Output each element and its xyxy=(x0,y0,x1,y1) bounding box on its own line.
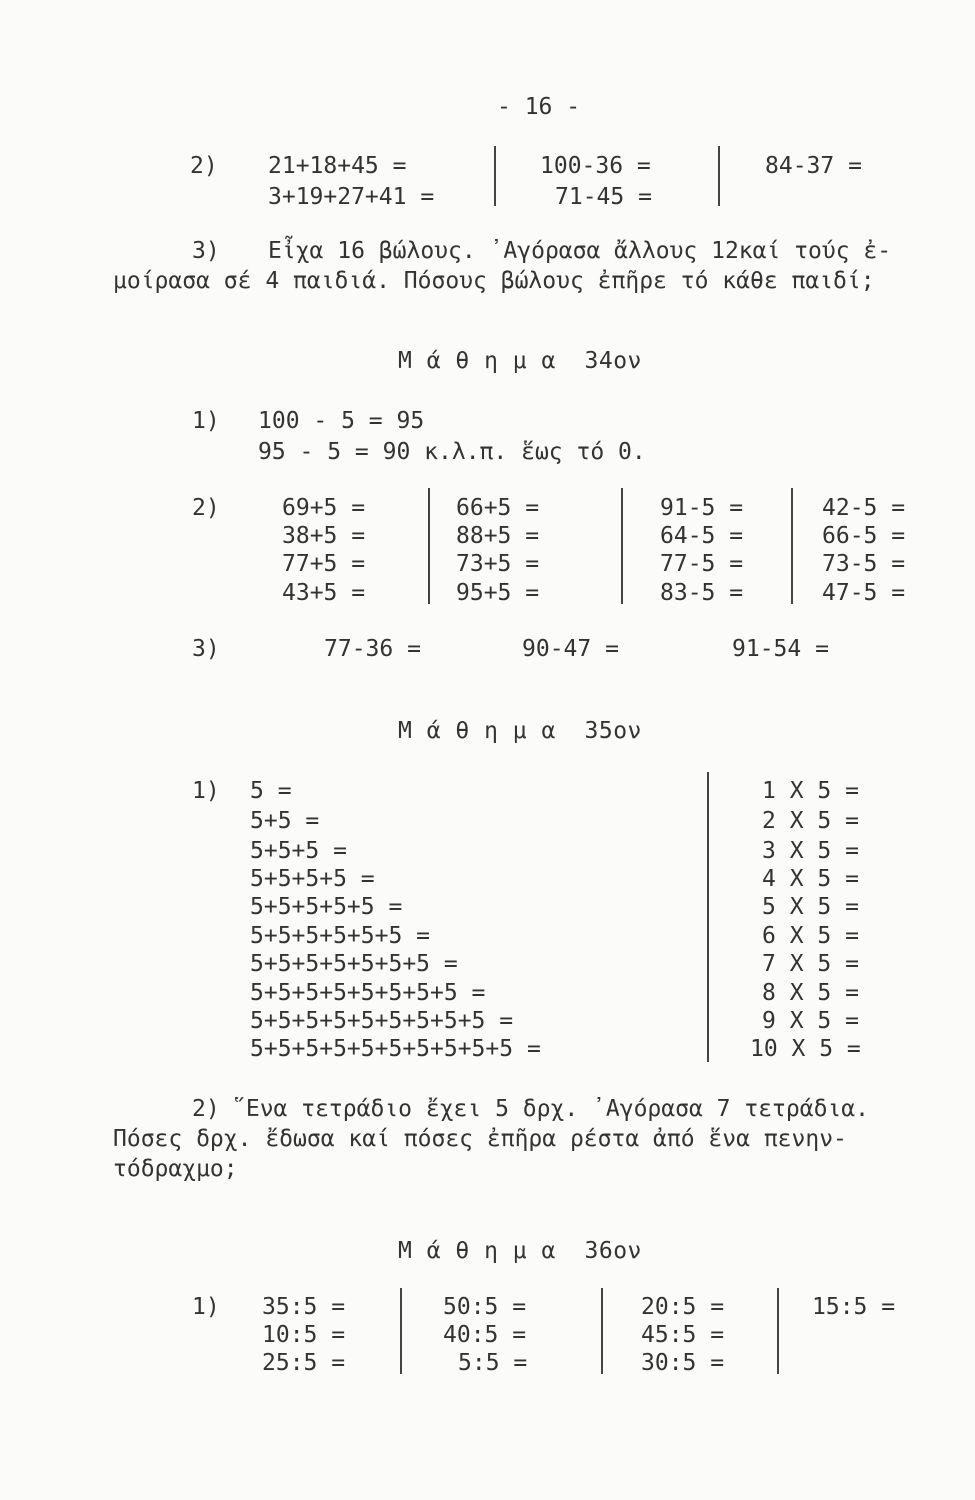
arith-item: 84-37 = xyxy=(765,153,862,179)
arith-item: 77-36 = xyxy=(324,636,421,662)
arith-item: 43+5 = xyxy=(282,580,366,606)
arith-item: 42-5 = xyxy=(822,495,906,521)
word-problem-line: Πόσες δρχ. ἔδωσα καί πόσες ἐπῆρα ρέστα ἀπό ἕνα πενην- xyxy=(113,1126,847,1152)
exercise-number: 3) xyxy=(192,238,220,264)
arith-item: 88+5 = xyxy=(456,523,540,549)
arith-item: 71-45 = xyxy=(555,184,652,210)
lesson-title: Μ ά θ η μ α 35ον xyxy=(398,718,642,744)
division-item: 25:5 = xyxy=(262,1350,346,1376)
arith-item: 66-5 = xyxy=(822,523,906,549)
arith-item: 100 - 5 = 95 xyxy=(258,408,425,434)
division-item: 45:5 = xyxy=(641,1322,725,1348)
multiplication-item: 5 X 5 = xyxy=(762,894,859,920)
column-divider xyxy=(494,146,496,206)
arith-item: 100-36 = xyxy=(540,153,651,179)
arith-item: 77+5 = xyxy=(282,551,366,577)
division-item: 10:5 = xyxy=(262,1322,346,1348)
multiplication-item: 7 X 5 = xyxy=(762,951,859,977)
exercise-number: 1) xyxy=(192,778,220,804)
column-divider xyxy=(777,1288,779,1374)
arith-item: 47-5 = xyxy=(822,580,906,606)
addition-item: 5+5+5+5 = xyxy=(250,866,375,892)
lesson-title: Μ ά θ η μ α 34ον xyxy=(398,348,642,374)
division-item: 40:5 = xyxy=(443,1322,527,1348)
arith-item: 91-5 = xyxy=(660,495,744,521)
arith-item: 64-5 = xyxy=(660,523,744,549)
arith-item: 83-5 = xyxy=(660,580,744,606)
word-problem-line: ῞Ενα τετράδιο ἔχει 5 δρχ. ᾿Αγόρασα 7 τετράδια. xyxy=(232,1096,869,1122)
exercise-number: 2) xyxy=(192,495,220,521)
addition-item: 5+5+5 = xyxy=(250,838,347,864)
arith-item: 69+5 = xyxy=(282,495,366,521)
word-problem-line: μοίρασα σέ 4 παιδιά. Πόσους βώλους ἐπῆρε τό κάθε παιδί; xyxy=(113,268,875,294)
arith-item: 77-5 = xyxy=(660,551,744,577)
multiplication-item: 8 X 5 = xyxy=(762,980,859,1006)
multiplication-item: 10 X 5 = xyxy=(750,1036,861,1062)
exercise-number: 1) xyxy=(192,408,220,434)
arith-item: 95 - 5 = 90 κ.λ.π. ἕως τό 0. xyxy=(258,439,646,465)
addition-item: 5+5+5+5+5+5+5+5+5 = xyxy=(250,1008,514,1034)
multiplication-item: 9 X 5 = xyxy=(762,1008,859,1034)
column-divider xyxy=(707,772,709,1062)
multiplication-item: 2 X 5 = xyxy=(762,808,859,834)
addition-item: 5+5+5+5+5+5+5 = xyxy=(250,951,458,977)
addition-item: 5+5+5+5+5+5+5+5+5+5 = xyxy=(250,1036,541,1062)
addition-item: 5+5+5+5+5 = xyxy=(250,894,403,920)
division-item: 5:5 = xyxy=(458,1350,528,1376)
exercise-number: 2) xyxy=(190,153,218,179)
arith-item: 90-47 = xyxy=(522,636,619,662)
column-divider xyxy=(718,146,720,206)
multiplication-item: 3 X 5 = xyxy=(762,838,859,864)
arith-item: 21+18+45 = xyxy=(268,153,407,179)
addition-item: 5+5+5+5+5+5+5+5 = xyxy=(250,980,486,1006)
lesson-title: Μ ά θ η μ α 36ον xyxy=(398,1238,642,1264)
addition-item: 5+5 = xyxy=(250,808,320,834)
exercise-number: 3) xyxy=(192,636,220,662)
exercise-number: 2) xyxy=(192,1096,220,1122)
division-item: 35:5 = xyxy=(262,1294,346,1320)
arith-item: 95+5 = xyxy=(456,580,540,606)
column-divider xyxy=(621,488,623,604)
exercise-number: 1) xyxy=(192,1294,220,1320)
addition-item: 5+5+5+5+5+5 = xyxy=(250,923,431,949)
page-number: - 16 - xyxy=(497,94,581,120)
division-item: 50:5 = xyxy=(443,1294,527,1320)
division-item: 30:5 = xyxy=(641,1350,725,1376)
addition-item: 5 = xyxy=(250,778,292,804)
column-divider xyxy=(601,1288,603,1374)
column-divider xyxy=(400,1288,402,1374)
arith-item: 73+5 = xyxy=(456,551,540,577)
arith-item: 3+19+27+41 = xyxy=(268,184,435,210)
division-item: 20:5 = xyxy=(641,1294,725,1320)
arith-item: 91-54 = xyxy=(732,636,829,662)
multiplication-item: 6 X 5 = xyxy=(762,923,859,949)
word-problem-line: τόδραχμο; xyxy=(113,1156,238,1182)
arith-item: 66+5 = xyxy=(456,495,540,521)
column-divider xyxy=(428,488,430,604)
arith-item: 73-5 = xyxy=(822,551,906,577)
division-item: 15:5 = xyxy=(812,1294,896,1320)
word-problem-line: Εἶχα 16 βώλους. ᾿Αγόρασα ἄλλους 12καί τούς ἐ- xyxy=(268,238,892,264)
multiplication-item: 4 X 5 = xyxy=(762,866,859,892)
multiplication-item: 1 X 5 = xyxy=(762,778,859,804)
column-divider xyxy=(791,488,793,604)
arith-item: 38+5 = xyxy=(282,523,366,549)
